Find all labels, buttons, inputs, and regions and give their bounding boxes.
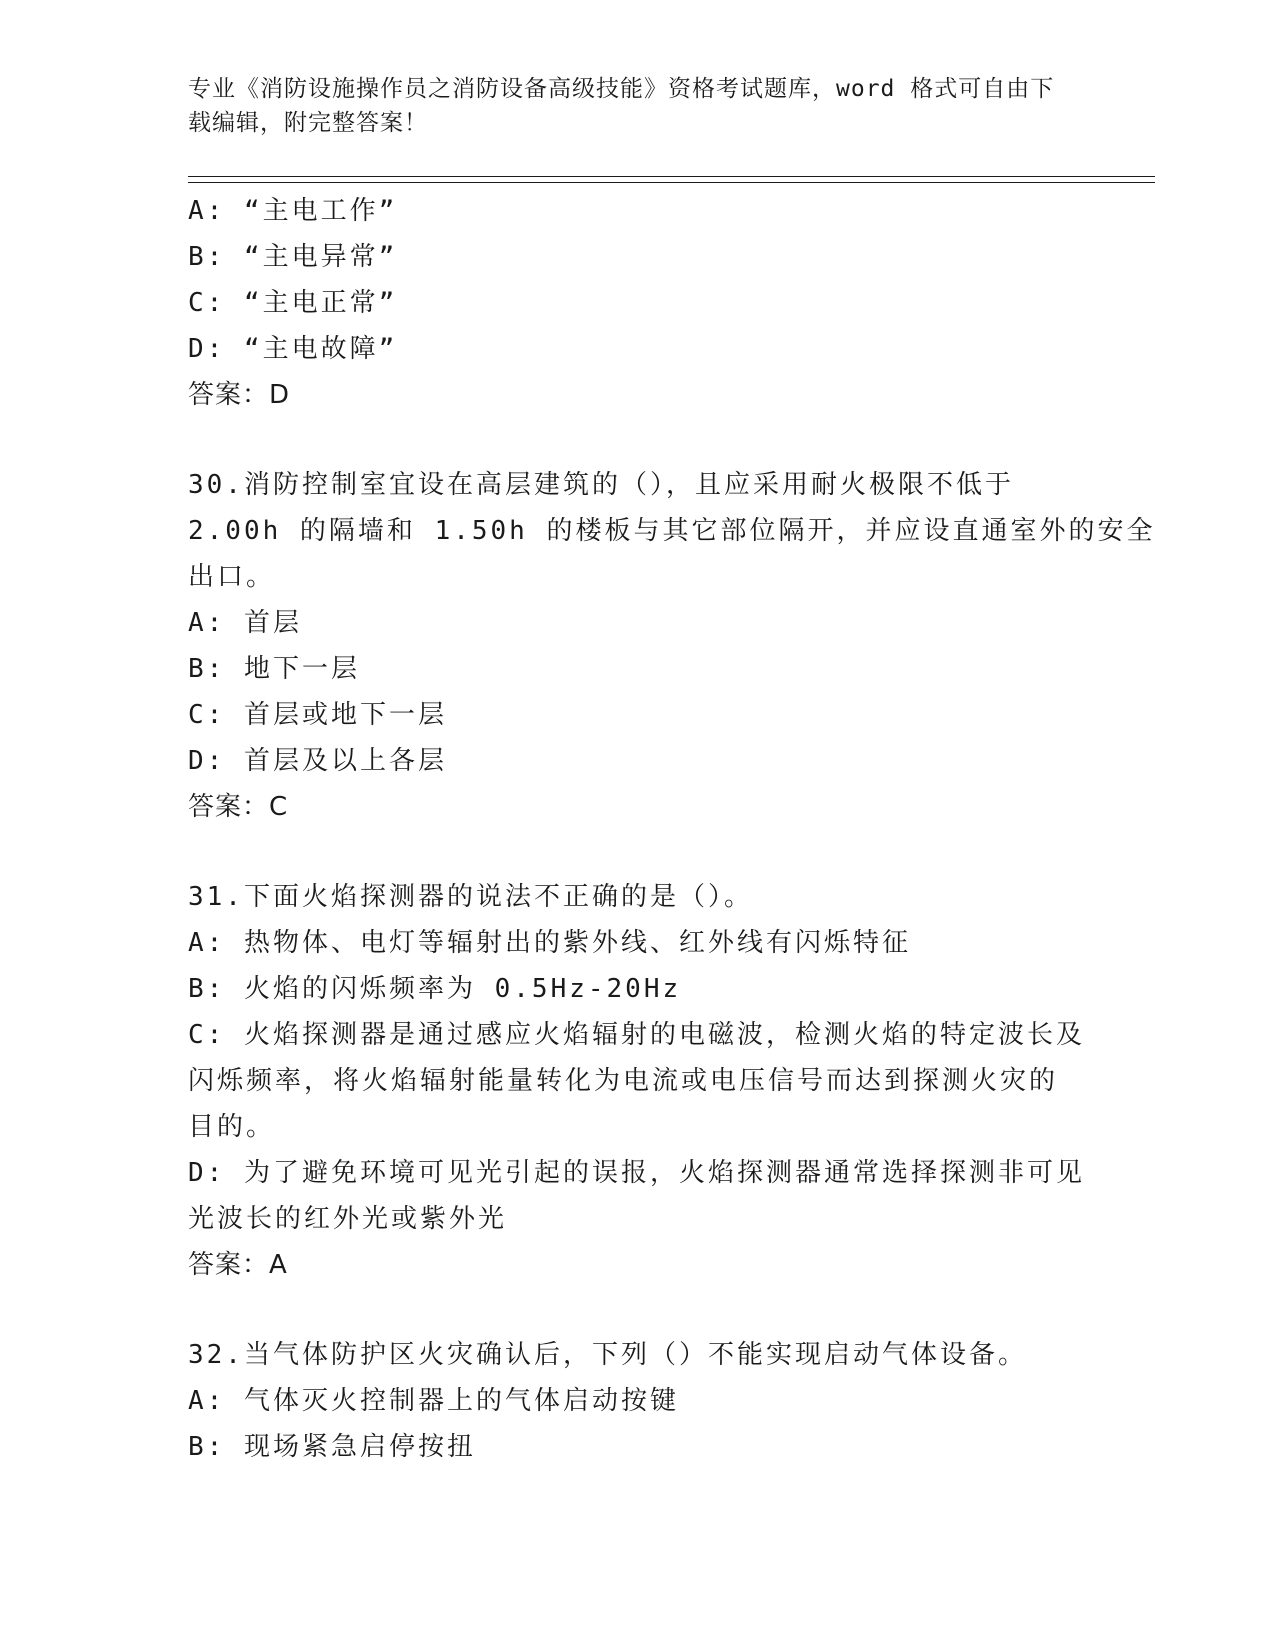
answer-line: 答案：A <box>188 1250 288 1280</box>
question-32 <box>188 1332 1088 1470</box>
option-d: D: 首层及以上各层 <box>188 746 447 776</box>
header-double-rule <box>188 176 1155 183</box>
option-c-continued: 目的。 <box>188 1112 276 1142</box>
option-a: A: “主电工作” <box>188 196 398 226</box>
header-line-2: 载编辑，附完整答案！ <box>188 110 428 136</box>
spacer <box>188 418 1088 462</box>
answer-line: 答案：D <box>188 380 291 410</box>
answer-line: 答案：C <box>188 792 289 822</box>
question-29-continued <box>188 188 1088 418</box>
spacer <box>188 1288 1088 1332</box>
option-b: B: 现场紧急启停按扭 <box>188 1432 476 1462</box>
option-c: C: “主电正常” <box>188 288 398 318</box>
question-30 <box>188 462 1156 830</box>
spacer <box>188 830 1088 874</box>
option-a: A: 首层 <box>188 608 302 638</box>
option-c: C: 火焰探测器是通过感应火焰辐射的电磁波，检测火焰的特定波长及 <box>188 1020 1085 1050</box>
option-a: A: 热物体、电灯等辐射出的紫外线、红外线有闪烁特征 <box>188 928 911 958</box>
option-b: B: “主电异常” <box>188 242 398 272</box>
option-c: C: 首层或地下一层 <box>188 700 447 730</box>
option-d: D: “主电故障” <box>188 334 398 364</box>
question-stem-line: 30.消防控制室宜设在高层建筑的（），且应采用耐火极限不低于 <box>188 470 1014 500</box>
page-header <box>188 72 1068 140</box>
question-31 <box>188 874 1088 1288</box>
option-a: A: 气体灭火控制器上的气体启动按键 <box>188 1386 679 1416</box>
option-b: B: 地下一层 <box>188 654 360 684</box>
header-line-1: 专业《消防设施操作员之消防设备高级技能》资格考试题库，word 格式可自由下 <box>188 76 1055 102</box>
option-d: D: 为了避免环境可见光引起的误报，火焰探测器通常选择探测非可见 <box>188 1158 1085 1188</box>
question-stem-line: 32.当气体防护区火灾确认后，下列（）不能实现启动气体设备。 <box>188 1340 1027 1370</box>
question-list <box>188 188 1156 1470</box>
option-c-continued: 闪烁频率，将火焰辐射能量转化为电流或电压信号而达到探测火灾的 <box>188 1066 1059 1096</box>
option-b: B: 火焰的闪烁频率为 0.5Hz-20Hz <box>188 974 682 1004</box>
question-stem-line: 2.00h 的隔墙和 1.50h 的楼板与其它部位隔开，并应设直通室外的安全 <box>188 516 1156 546</box>
question-stem-line: 出口。 <box>188 562 276 592</box>
question-stem-line: 31.下面火焰探测器的说法不正确的是（）。 <box>188 882 753 912</box>
option-d-continued: 光波长的红外光或紫外光 <box>188 1204 508 1234</box>
